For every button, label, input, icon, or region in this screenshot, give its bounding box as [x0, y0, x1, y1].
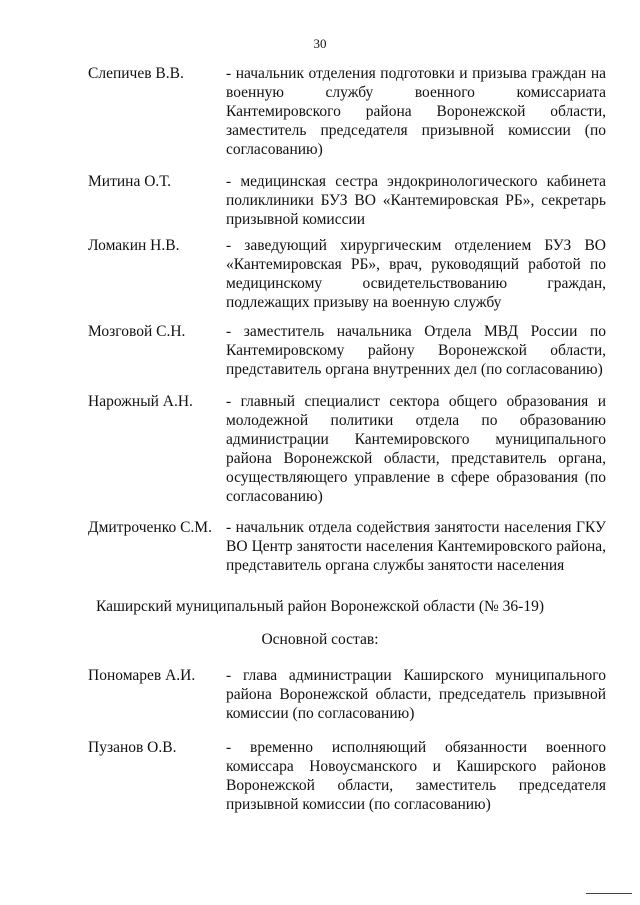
member-role: - глава администрации Каширского муниципального района Воронежской области, председатель призывной комиссии (по согласованию) [226, 667, 606, 722]
member-role: - заведующий хирургическим отделением БУЗ ВО «Кантемировская РБ», врач, руководящий работой по медицинскому освидетельствованию граждан, подлежащих призыву на военную службу [226, 237, 606, 311]
section-subheading: Основной состав: [261, 631, 379, 648]
member-role: - заместитель начальника Отдела МВД России по Кантемировскому району Воронежской области, представитель органа внутренних дел (по согласованию) [226, 323, 606, 378]
page-number: 30 [313, 36, 327, 51]
member-name: Ломакин Н.В. [88, 237, 180, 254]
member-name: Нарожный А.Н. [88, 393, 193, 410]
member-role: - начальник отделения подготовки и призыва граждан на военную службу военного комиссариата Кантемировского района Воронежской области, заместитель председателя призывной комиссии (по согласованию) [226, 65, 606, 158]
corner-line [586, 893, 632, 894]
member-role: - временно исполняющий обязанности военного комиссара Новоусманского и Каширского районов Воронежской области, заместитель председателя призывной комиссии (по согласованию) [226, 739, 606, 813]
member-name: Пузанов О.В. [88, 739, 177, 756]
member-name: Дмитроченко С.М. [88, 519, 212, 536]
member-role: - главный специалист сектора общего образования и молодежной политики отдела по образованию администрации Кантемировского муниципального района Воронежской области, представитель органа, осуществляющего управление в сфере образования (по согласованию) [226, 393, 606, 505]
member-role: - медицинская сестра эндокринологического кабинета поликлиники БУЗ ВО «Кантемировская РБ», секретарь призывной комиссии [226, 173, 606, 228]
member-name: Митина О.Т. [88, 173, 172, 190]
section-heading: Каширский муниципальный район Воронежской области (№ 36-19) [95, 598, 545, 615]
member-role: - начальник отдела содействия занятости населения ГКУ ВО Центр занятости населения Кантемировского района, представитель органа службы занятости населения [226, 519, 606, 574]
member-name: Мозговой С.Н. [88, 323, 186, 340]
member-name: Пономарев А.И. [88, 667, 196, 684]
member-name: Слепичев В.В. [88, 65, 184, 82]
